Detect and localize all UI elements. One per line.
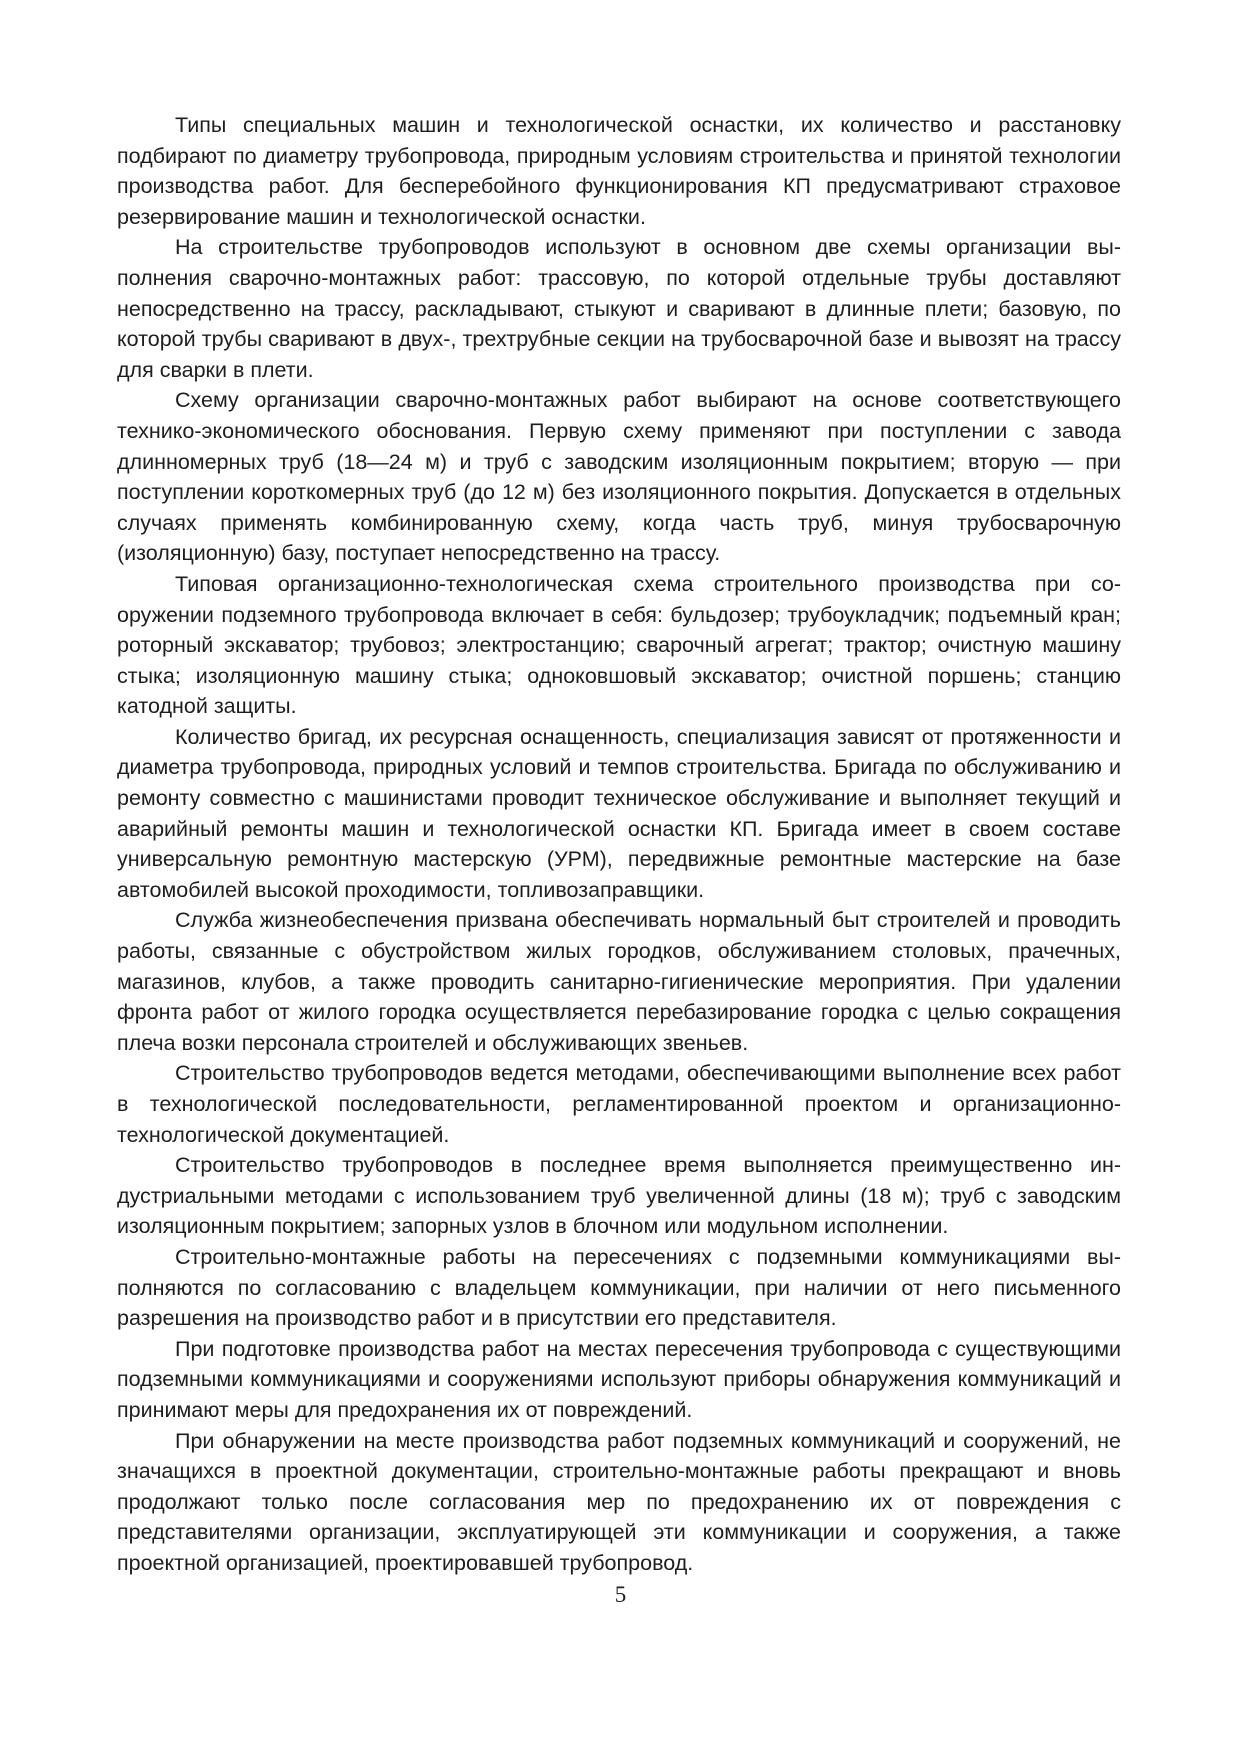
- paragraph: При обнаружении на месте производства работ подземных коммуникаций и сооружений, не значащихся в проектной документации, строительно-монтажные работы прекращают и вновь продолжают только после согласования мер по предохранению их от повреждения с представителями организации, эксплуатирующей эти коммуникации и сооружения, а также проектной организацией, проектировавшей трубопровод.: [117, 1428, 1121, 1575]
- paragraph: Типовая организационно-технологическая схема строительного производства при сооружении подземного трубопровода включает в себя: бульдозер; трубоукладчик; подъемный кран; роторный экскаватор; трубовоз; электростанцию; сварочный агрегат; трактор; очистную машину стыка; изоляционную машину стыка; одноковшовый экскаватор; очистной поршень; станцию катодной защиты.: [117, 571, 1121, 719]
- paragraph: Строительство трубопроводов в последнее время выполняется преимущественно индустриальными методами с использованием труб увеличенной длины (18 м); труб с заводским изоляционным покрытием; запорных узлов в блочном или модульном исполнении.: [117, 1153, 1121, 1239]
- paragraph: Строительно-монтажные работы на пересечениях с подземными коммуникациями выполняются по согласованию с владельцем коммуникации, при наличии от него письменного разрешения на производство работ и в присутствии его представителя.: [117, 1244, 1121, 1331]
- paragraph: Служба жизнеобеспечения призвана обеспечивать нормальный быт строителей и проводить работы, связанные с обустройством жилых городков, обслуживанием столовых, прачечных, магазинов, клубов, а также проводить санитарно-гигиенические мероприятия. При удалении фронта работ от жилого городка осуществляется перебазирование городка с целью сокращения плеча возки персонала строителей и обслуживающих звеньев.: [117, 908, 1121, 1055]
- paragraph: При подготовке производства работ на местах пересечения трубопровода с существующими подземными коммуникациями и сооружениями используют приборы обнаружения коммуникаций и принимают меры для предохранения их от повреждений.: [117, 1336, 1121, 1422]
- paragraph: Количество бригад, их ресурсная оснащенность, специализация зависят от протяженности и диаметра трубопровода, природных условий и темпов строительства. Бригада по обслуживанию и ремонту совместно с машинистами проводит техническое обслуживание и выполняет текущий и аварийный ремонты машин и технологической оснастки КП. Бригада имеет в своем составе универсальную ремонтную мастерскую (УРМ), передвижные ремонтные мастерские на базе автомобилей высокой проходимости, топливозаправщики.: [117, 724, 1121, 902]
- page-number: 5: [614, 1582, 627, 1607]
- paragraph: Схему организации сварочно-монтажных работ выбирают на основе соответствующего технико-экономического обоснования. Первую схему применяют при поступлении с завода длинномерных труб (18—24 м) и труб с заводским изоляционным покрытием; вторую — при поступлении короткомерных труб (до 12 м) без изоляционного покрытия. Допускается в отдельных случаях применять комбинированную схему, когда часть труб, минуя трубосварочную (изоляционную) базу, поступает непосредственно на трассу.: [117, 388, 1121, 566]
- document-body: [117, 110, 1121, 1579]
- paragraph: Строительство трубопроводов ведется методами, обеспечивающими выполнение всех работ в технологической последовательности, регламентированной проектом и организационно-технологической документацией.: [117, 1061, 1121, 1147]
- paragraph: На строительстве трубопроводов используют в основном две схемы организации выполнения сварочно-монтажных работ: трассовую, по которой отдельные трубы доставляют непосредственно на трассу, раскладывают, стыкуют и сваривают в длинные плети; базовую, по которой трубы сваривают в двух-, трехтрубные секции на трубосварочной базе и вывозят на трассу для сварки в плети.: [117, 235, 1121, 382]
- paragraph: Типы специальных машин и технологической оснастки, их количество и расстановку подбирают по диаметру трубопровода, природным условиям строительства и принятой технологии производства работ. Для бесперебойного функционирования КП предусматривают страховое резервирование машин и технологической оснастки.: [117, 113, 1121, 229]
